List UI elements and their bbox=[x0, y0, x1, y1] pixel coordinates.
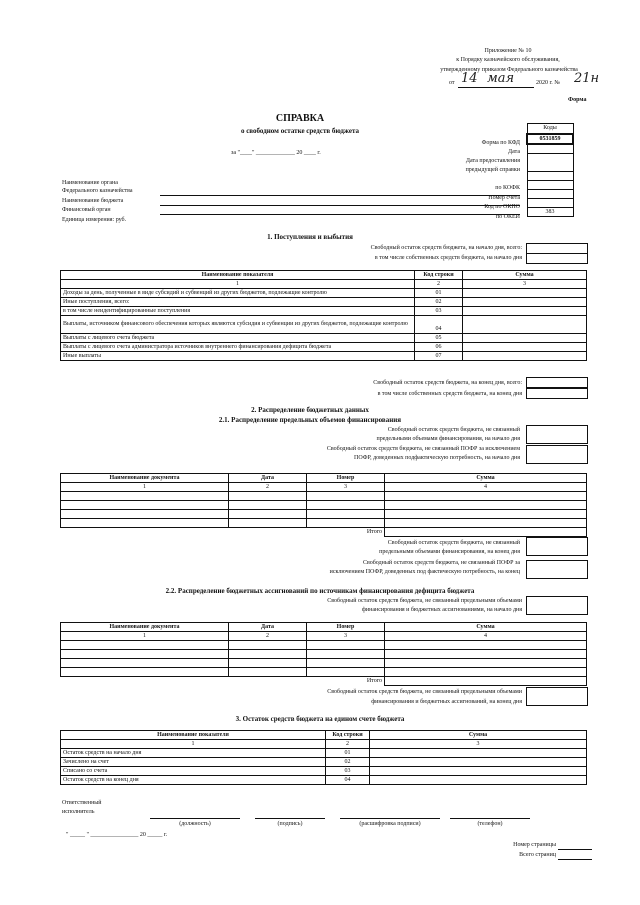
s3-row-name: Остаток средств на начало дня bbox=[61, 749, 326, 758]
s1-row-name: Иные поступления, всего: bbox=[61, 298, 415, 307]
footer-resp-1: Ответственный bbox=[62, 800, 102, 806]
field-finorgan-label: Финансовый орган bbox=[62, 207, 111, 213]
codes-value-date[interactable] bbox=[527, 144, 573, 154]
cell[interactable] bbox=[385, 650, 587, 659]
codes-header: Коды bbox=[527, 124, 573, 135]
cell[interactable] bbox=[385, 668, 587, 677]
codes-label-account: Номер счета bbox=[488, 195, 520, 201]
codes-value-prev[interactable] bbox=[527, 154, 573, 172]
appendix-year: 2020 г. № bbox=[536, 80, 561, 86]
cell[interactable] bbox=[229, 519, 307, 528]
s1-row-name: Иные выплаты bbox=[61, 352, 415, 361]
s22-total-label: Итого bbox=[61, 677, 385, 686]
cell[interactable] bbox=[385, 519, 587, 528]
s3-row-sum[interactable] bbox=[370, 767, 587, 776]
s22-header-number: Номер bbox=[307, 623, 385, 632]
table-row bbox=[61, 668, 587, 677]
cell[interactable] bbox=[229, 641, 307, 650]
codes-value-okpo[interactable] bbox=[527, 199, 573, 208]
s1-header-sum: Сумма bbox=[463, 271, 587, 280]
section2-1-table bbox=[60, 473, 587, 537]
table-row bbox=[61, 334, 587, 343]
appendix-date-month: мая bbox=[487, 71, 515, 86]
s21-start-a-1: Свободный остаток средств бюджета, не связанный bbox=[387, 427, 520, 433]
s1-row-sum[interactable] bbox=[463, 316, 587, 334]
s21-start-a-box[interactable] bbox=[526, 425, 588, 444]
table-row bbox=[61, 510, 587, 519]
s21-header-doc: Наименование документа bbox=[61, 474, 229, 483]
cell[interactable] bbox=[229, 492, 307, 501]
codes-label-okpo: Код по ОКПО bbox=[484, 204, 520, 210]
s1-row-code: 01 bbox=[415, 289, 463, 298]
s21-header-number: Номер bbox=[307, 474, 385, 483]
footer-date: " _____ " ________________ 20 _____ г. bbox=[66, 832, 168, 838]
table-row bbox=[61, 767, 587, 776]
table-row bbox=[61, 519, 587, 528]
s1-row-code: 05 bbox=[415, 334, 463, 343]
table-row bbox=[61, 501, 587, 510]
codes-value-okei[interactable]: 383 bbox=[527, 208, 573, 217]
cell[interactable] bbox=[61, 668, 229, 677]
s1-row-name: Доходы за день, полученные в виде субсидий и субвенций из других бюджетов, подлежащие контролю bbox=[61, 289, 415, 298]
appendix-date-day: 14 bbox=[461, 71, 478, 86]
s22-start-box[interactable] bbox=[526, 596, 588, 615]
field-budget-label: Наименование бюджета bbox=[62, 198, 124, 204]
s21-colnum-4: 4 bbox=[385, 483, 587, 492]
cell[interactable] bbox=[307, 650, 385, 659]
s21-start-a-2: предельными объемами финансирования, на начало дня bbox=[376, 436, 520, 442]
cell[interactable] bbox=[61, 650, 229, 659]
s1-header-name: Наименование показателя bbox=[61, 271, 415, 280]
codes-label-date: Дата bbox=[508, 149, 520, 155]
s21-colnum-2: 2 bbox=[229, 483, 307, 492]
codes-label-kofk: по КОФК bbox=[495, 185, 520, 191]
footer-phone-line[interactable] bbox=[450, 818, 530, 819]
footer-pages-total: Всего страниц bbox=[519, 852, 556, 858]
s22-colnum-3: 3 bbox=[307, 632, 385, 641]
cell[interactable] bbox=[229, 501, 307, 510]
section1-end-own-box[interactable] bbox=[526, 388, 588, 399]
s1-row-code: 06 bbox=[415, 343, 463, 352]
section2-title: 2. Распределение бюджетных данных bbox=[251, 406, 369, 414]
s21-start-b-1: Свободный остаток средств бюджета, не связанный ПОФР за исключением bbox=[326, 446, 520, 452]
cell[interactable] bbox=[61, 641, 229, 650]
s3-row-code: 02 bbox=[326, 758, 370, 767]
s3-row-code: 01 bbox=[326, 749, 370, 758]
appendix-line3: утвержденному приказом Федерального казначейства bbox=[440, 67, 578, 73]
footer-decode-line[interactable] bbox=[340, 818, 440, 819]
section3-title: 3. Остаток средств бюджета на едином счете бюджета bbox=[235, 715, 405, 723]
cell[interactable] bbox=[229, 668, 307, 677]
appendix-line1: Приложение № 10 bbox=[484, 48, 532, 54]
section1-start-1: Свободный остаток средств бюджета, на начало дня, всего: bbox=[370, 245, 522, 251]
s3-row-name: Остаток средств на конец дня bbox=[61, 776, 326, 785]
section1-end-2: в том числе собственных средств бюджета, на конец дня bbox=[377, 391, 522, 397]
table-row bbox=[61, 492, 587, 501]
section1-start-own-box[interactable] bbox=[526, 253, 588, 264]
field-unit-label: Единица измерения: руб. bbox=[62, 217, 127, 223]
s21-end-c-2: предельными объемами финансирования, на конец дня bbox=[379, 549, 520, 555]
s21-end-c-box[interactable] bbox=[526, 537, 588, 556]
footer-pages-total-line[interactable] bbox=[558, 859, 592, 860]
cell[interactable] bbox=[61, 501, 229, 510]
codes-label-prev-1: Дата предоставления bbox=[465, 158, 520, 164]
cell[interactable] bbox=[385, 641, 587, 650]
s1-row-code: 04 bbox=[415, 316, 463, 334]
table-row bbox=[61, 289, 587, 298]
s1-row-name: Выплаты с лицевого счета бюджета bbox=[61, 334, 415, 343]
s3-header-code: Код строки bbox=[326, 731, 370, 740]
cell[interactable] bbox=[229, 650, 307, 659]
footer-cap-signature: (подпись) bbox=[277, 821, 303, 827]
codes-label-form: Форма по КФД bbox=[481, 140, 520, 146]
codes-table bbox=[526, 123, 574, 217]
footer-page-no: Номер страницы bbox=[513, 842, 556, 848]
cell[interactable] bbox=[385, 492, 587, 501]
cell[interactable] bbox=[229, 510, 307, 519]
s1-row-sum[interactable] bbox=[463, 289, 587, 298]
footer-position-line[interactable] bbox=[150, 818, 240, 819]
section1-table bbox=[60, 270, 587, 361]
s1-row-name: в том числе неидентифицированные поступления bbox=[61, 307, 415, 316]
s3-header-sum: Сумма bbox=[370, 731, 587, 740]
s21-start-b-2: ПОФР, доведенных подфактическую потребность, на начало дня bbox=[354, 455, 520, 461]
section1-start-2: в том числе собственных средств бюджета, на начало дня bbox=[374, 255, 522, 261]
s22-colnum-4: 4 bbox=[385, 632, 587, 641]
codes-value-account[interactable] bbox=[527, 190, 573, 199]
s3-row-code: 03 bbox=[326, 767, 370, 776]
s1-row-sum[interactable] bbox=[463, 334, 587, 343]
s3-row-name: Списано со счета bbox=[61, 767, 326, 776]
s3-row-name: Зачислено на счет bbox=[61, 758, 326, 767]
s3-row-sum[interactable] bbox=[370, 776, 587, 785]
s3-header-name: Наименование показателя bbox=[61, 731, 326, 740]
s3-row-sum[interactable] bbox=[370, 749, 587, 758]
s21-header-sum: Сумма bbox=[385, 474, 587, 483]
table-row bbox=[61, 298, 587, 307]
appendix-line2: к Порядку казначейского обслуживания, bbox=[456, 57, 560, 63]
section1-end-total-box[interactable] bbox=[526, 377, 588, 388]
s1-row-sum[interactable] bbox=[463, 307, 587, 316]
s3-colnum-3: 3 bbox=[370, 740, 587, 749]
s1-header-code: Код строки bbox=[415, 271, 463, 280]
field-organ-label-1: Наименование органа bbox=[62, 180, 118, 186]
cell[interactable] bbox=[385, 659, 587, 668]
cell[interactable] bbox=[61, 492, 229, 501]
codes-value-kofk[interactable] bbox=[527, 181, 573, 190]
form-word: Форма bbox=[568, 97, 587, 103]
s1-colnum-2: 2 bbox=[415, 280, 463, 289]
s3-row-code: 04 bbox=[326, 776, 370, 785]
appendix-date-prefix: от bbox=[449, 80, 455, 86]
s21-end-d-2: исключением ПОФР, доведенных под фактическую потребность, на конец bbox=[329, 569, 520, 575]
s21-start-b-box[interactable] bbox=[526, 445, 588, 464]
appendix-number: 21н bbox=[574, 71, 600, 86]
s21-colnum-3: 3 bbox=[307, 483, 385, 492]
cell[interactable] bbox=[307, 659, 385, 668]
table-row bbox=[61, 650, 587, 659]
s21-end-d-box[interactable] bbox=[526, 560, 588, 579]
codes-value-form[interactable]: 0531859 bbox=[527, 134, 573, 144]
s1-row-code: 07 bbox=[415, 352, 463, 361]
s1-row-sum[interactable] bbox=[463, 352, 587, 361]
s22-header-date: Дата bbox=[229, 623, 307, 632]
cell[interactable] bbox=[385, 510, 587, 519]
s22-start-2: финансирования и бюджетных ассигнованиями, на начало дня bbox=[362, 607, 522, 613]
s1-row-code: 03 bbox=[415, 307, 463, 316]
s22-colnum-2: 2 bbox=[229, 632, 307, 641]
table-row bbox=[61, 776, 587, 785]
table-row bbox=[61, 343, 587, 352]
section1-end-1: Свободный остаток средств бюджета, на конец дня, всего: bbox=[373, 380, 522, 386]
table-row bbox=[61, 316, 587, 334]
s21-total-value[interactable] bbox=[385, 528, 587, 537]
cell[interactable] bbox=[307, 641, 385, 650]
s1-row-name: Выплаты с лицевого счета администратора источников внутреннего финансирования дефицита бюджета bbox=[61, 343, 415, 352]
footer-page-no-line[interactable] bbox=[558, 849, 592, 850]
cell[interactable] bbox=[307, 510, 385, 519]
s3-colnum-1: 1 bbox=[61, 740, 326, 749]
table-row bbox=[61, 352, 587, 361]
doc-title: СПРАВКА bbox=[275, 113, 325, 124]
table-row bbox=[61, 659, 587, 668]
s1-row-code: 02 bbox=[415, 298, 463, 307]
table-row bbox=[61, 307, 587, 316]
s22-start-1: Свободный остаток средств бюджета, не связанный предельными объемами bbox=[327, 598, 522, 604]
table-row bbox=[61, 758, 587, 767]
section1-title: 1. Поступления и выбытия bbox=[267, 233, 353, 241]
s21-header-date: Дата bbox=[229, 474, 307, 483]
cell[interactable] bbox=[229, 659, 307, 668]
s3-colnum-2: 2 bbox=[326, 740, 370, 749]
cell[interactable] bbox=[307, 501, 385, 510]
s1-colnum-1: 1 bbox=[61, 280, 415, 289]
cell[interactable] bbox=[61, 659, 229, 668]
s1-row-name: Выплаты, источником финансового обеспечения которых являются субсидия и субвенции из других бюджетов, подлежащие контролю bbox=[61, 316, 415, 334]
codes-label-prev-2: предыдущей справки bbox=[465, 167, 520, 173]
cell[interactable] bbox=[385, 501, 587, 510]
footer-cap-phone: (телефон) bbox=[477, 821, 503, 827]
s21-end-d-1: Свободный остаток средств бюджета, не связанный ПОФР за bbox=[362, 560, 520, 566]
s1-row-sum[interactable] bbox=[463, 298, 587, 307]
doc-subtitle: о свободном остатке средств бюджета bbox=[240, 127, 360, 135]
cell[interactable] bbox=[307, 519, 385, 528]
table-row bbox=[61, 641, 587, 650]
footer-cap-position: (должность) bbox=[179, 821, 211, 827]
s22-colnum-1: 1 bbox=[61, 632, 229, 641]
s22-total-value[interactable] bbox=[385, 677, 587, 686]
s22-header-sum: Сумма bbox=[385, 623, 587, 632]
footer-resp-2: исполнитель bbox=[62, 809, 95, 815]
s3-row-sum[interactable] bbox=[370, 758, 587, 767]
section2-2-table bbox=[60, 622, 587, 686]
s22-header-doc: Наименование документа bbox=[61, 623, 229, 632]
s1-colnum-3: 3 bbox=[463, 280, 587, 289]
section2-2-title: 2.2. Распределение бюджетных ассигнований по источникам финансирования дефицита бюджета bbox=[165, 587, 475, 595]
s1-row-sum[interactable] bbox=[463, 343, 587, 352]
s21-total-label: Итого bbox=[61, 528, 385, 537]
s22-end-1: Свободный остаток средств бюджета, не связанный предельными объемами bbox=[327, 689, 522, 695]
codes-value-blank[interactable] bbox=[527, 172, 573, 181]
section2-1-title: 2.1. Распределение предельных объемов финансирования bbox=[218, 416, 402, 424]
section3-table bbox=[60, 730, 587, 785]
s21-end-c-1: Свободный остаток средств бюджета, не связанный bbox=[387, 540, 520, 546]
cell[interactable] bbox=[61, 519, 229, 528]
doc-period: за "____" _____________ 20 ____ г. bbox=[231, 150, 321, 156]
s21-colnum-1: 1 bbox=[61, 483, 229, 492]
field-organ-label-2: Федерального казначейства bbox=[62, 188, 133, 194]
cell[interactable] bbox=[61, 510, 229, 519]
s22-end-2: финансирования и бюджетных ассигнований, на конец дня bbox=[371, 699, 522, 705]
footer-cap-decode: (расшифровка подписи) bbox=[359, 821, 421, 827]
codes-label-okei: по ОКЕИ bbox=[495, 214, 520, 220]
cell[interactable] bbox=[307, 492, 385, 501]
cell[interactable] bbox=[307, 668, 385, 677]
table-row bbox=[61, 749, 587, 758]
footer-signature-line[interactable] bbox=[255, 818, 325, 819]
s22-end-box[interactable] bbox=[526, 687, 588, 706]
